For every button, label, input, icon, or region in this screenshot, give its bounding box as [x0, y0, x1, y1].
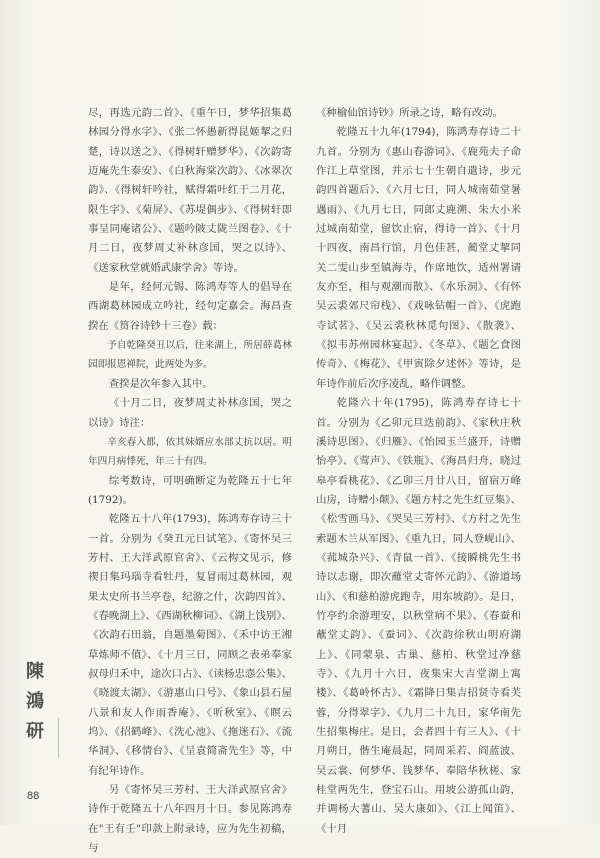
paragraph: 尽，再选元韵二首》、《重午日，梦华招集葛林园分得水字》、《张二怀愚新得昆姬挈之归楚，诗以送之》、《得树轩赠梦华》、《次韵寄迈庵先生泰安》、《白秋海棠次韵》、《冰翠次韵》、《得树轩吟社，赋得霜叶红于二月花，限生字》、《菊屏》、《苏堤偶步》、《得树轩即事呈同庵诸公》、《题吟陂丈陇兰图卷》、《十月二日，夜梦周丈补林彦国，哭之以诗》、《送家秋堂就婚武康学舍》等诗。: [88, 107, 292, 274]
paragraph: 另《寄怀吴三芳村、王大洋武原官舍》诗作于乾隆五十八年四月十日。参见陈鸿寿在"王有壬"印款上附录诗，应为先生初稿，与: [88, 784, 292, 855]
paragraph: 《种榆仙馆诗钞》所录之诗，略有改动。: [316, 107, 504, 119]
calligraphy-char: 陳: [26, 661, 44, 682]
paragraph: 乾隆六十年(1795)，陈鸿寿存诗七十首。分别为《乙卯元旦迭前韵》、《家秋庄秋溪诗思图》、《归雁》、《怡园玉兰盛开，诗赠怡亭》、《莺声》、《铁瓶》、《海昌归舟，晓过皋亭看桃花》、《乙卯三月廿八日，留宿万峰山房，诗赠小颠》、《题方村之先生红豆集》、《松雪画马》、《哭吴三芳村》、《方村之先生索题木兰从军图》、《重九日，同人登岘山》、《菰城杂兴》、《青鼠一首》、《接瞬桃先生书诗以志谢，即次蘸堂丈寄怀元韵》、《游道场山》、《和慈柏游虎跑寺，用东坡韵》。是日，竹亭约余游理安，以秋堂病不果》、《春蚕和蘸堂丈韵》、《蚕词》、《次韵徐秋山明府湖上》、《同蒙泉、古巢、慈柏、秋堂过净慈寺》、《九月十六日，夜集宋大吉堂湖上寓楼》、《葛岭怀古》、《霜降日集吉招贤寺看芙蓉，分得翠字》、《九月二十九日，家华南先生招集梅庄。是日，会者四十有三人》、《十月朔日，偕生庵晨起，同周采若、阎蓝波、吴云裳、何梦华、钱梦华、奉陪华秋槎、家桂堂两先生，登宝石山。用坡公游孤山韵，并调杨大蓍山、吴大康如》、《江上闻笛》、《十月: [316, 397, 521, 835]
left-text-column: [88, 104, 292, 855]
paragraph: 综考数诗，可明确断定为乾隆五十七年(1792)。: [88, 474, 292, 506]
divider: [58, 718, 59, 758]
calligraphy-char: 鴻: [26, 691, 44, 712]
side-calligraphy-title: [13, 662, 57, 742]
paragraph: 乾隆五十八年(1793)，陈鸿寿存诗三十一首。分别为《癸丑元日试笔》、《寄怀吴三芳村、王大洋武原官舍》、《云构文见示，修禊日集玛瑙寺看牡丹，复冒雨过葛林园，观果太史所书兰亭卷，纪游之什，次韵四首》、《春晚湖上》、《西湖秋柳词》、《湖上饯别》、《次韵石田翁，自题墨菊图》、《禾中访王湘草炼师不值》、《十月三日，同顾之表弟奉家叔母归禾中，途次口占》、《读杨忠悫公集》、《晓渡太湖》、《游惠山口号》、《象山县石屋八景和友人作雨香庵》、《听秋室》、《瞑云坞》、《招鹤峰》、《洗心池》、《拖迷石》、《流华洞》、《移情台》、《呈袁简斋先生》等，中有纪年诗作。: [88, 513, 292, 777]
paragraph: 是年，经何元锡、陈鸿寿等人的倡导在西湖葛林园成立吟社，经句定嘉会。海昌查揆在《筼谷诗钞十三卷》载：: [88, 281, 292, 332]
block-quote: 辛亥春入都，依其妹婿应水部丈抗以居。明年四月病悸死，年三十有四。: [88, 436, 292, 468]
block-quote: 予自乾隆癸丑以后，往来湖上，所居薛葛林园即报恩禅院，此两处为多。: [88, 340, 292, 371]
page-number: 88: [27, 790, 40, 802]
right-text-column: [316, 104, 521, 835]
paragraph: 乾隆五十九年(1794)，陈鸿寿存诗二十九首。分别为《惠山春游词》、《鹿苑夫子命作江上草堂图，并示七十生朝自遣诗，步元韵四首题后》、《六月七日，同人城南茹堂暑遇雨》、《九月七日，同郎丈鹿溯、朱大小米过城南茹堂，留饮止宿，得诗一首》、《十月十四夜，南昌行馆，月色佳甚，蔺堂丈挈同关二雯山步至镇海寺，作席地饮，适州署请友亦至，相与观潮而散》、《水乐洞》、《有怀吴云裘郊尺帘栈》、《戏咏钻帽一首》、《虎跑寺试茗》、《吴云裘秋林觅句图》、《散袭》、《拟韦苏州园林宴起》、《冬草》、《题乞食图传奇》、《梅花》、《甲寅除夕述怀》等诗，是年诗作前后次序凌乱，略作调整。: [316, 126, 521, 390]
paragraph: 《十月二日，夜梦周丈补林彦国，哭之以诗》诗注：: [88, 397, 292, 429]
calligraphy-char: 研: [26, 721, 44, 742]
paragraph: 查揆是次年参入其中。: [108, 377, 213, 390]
